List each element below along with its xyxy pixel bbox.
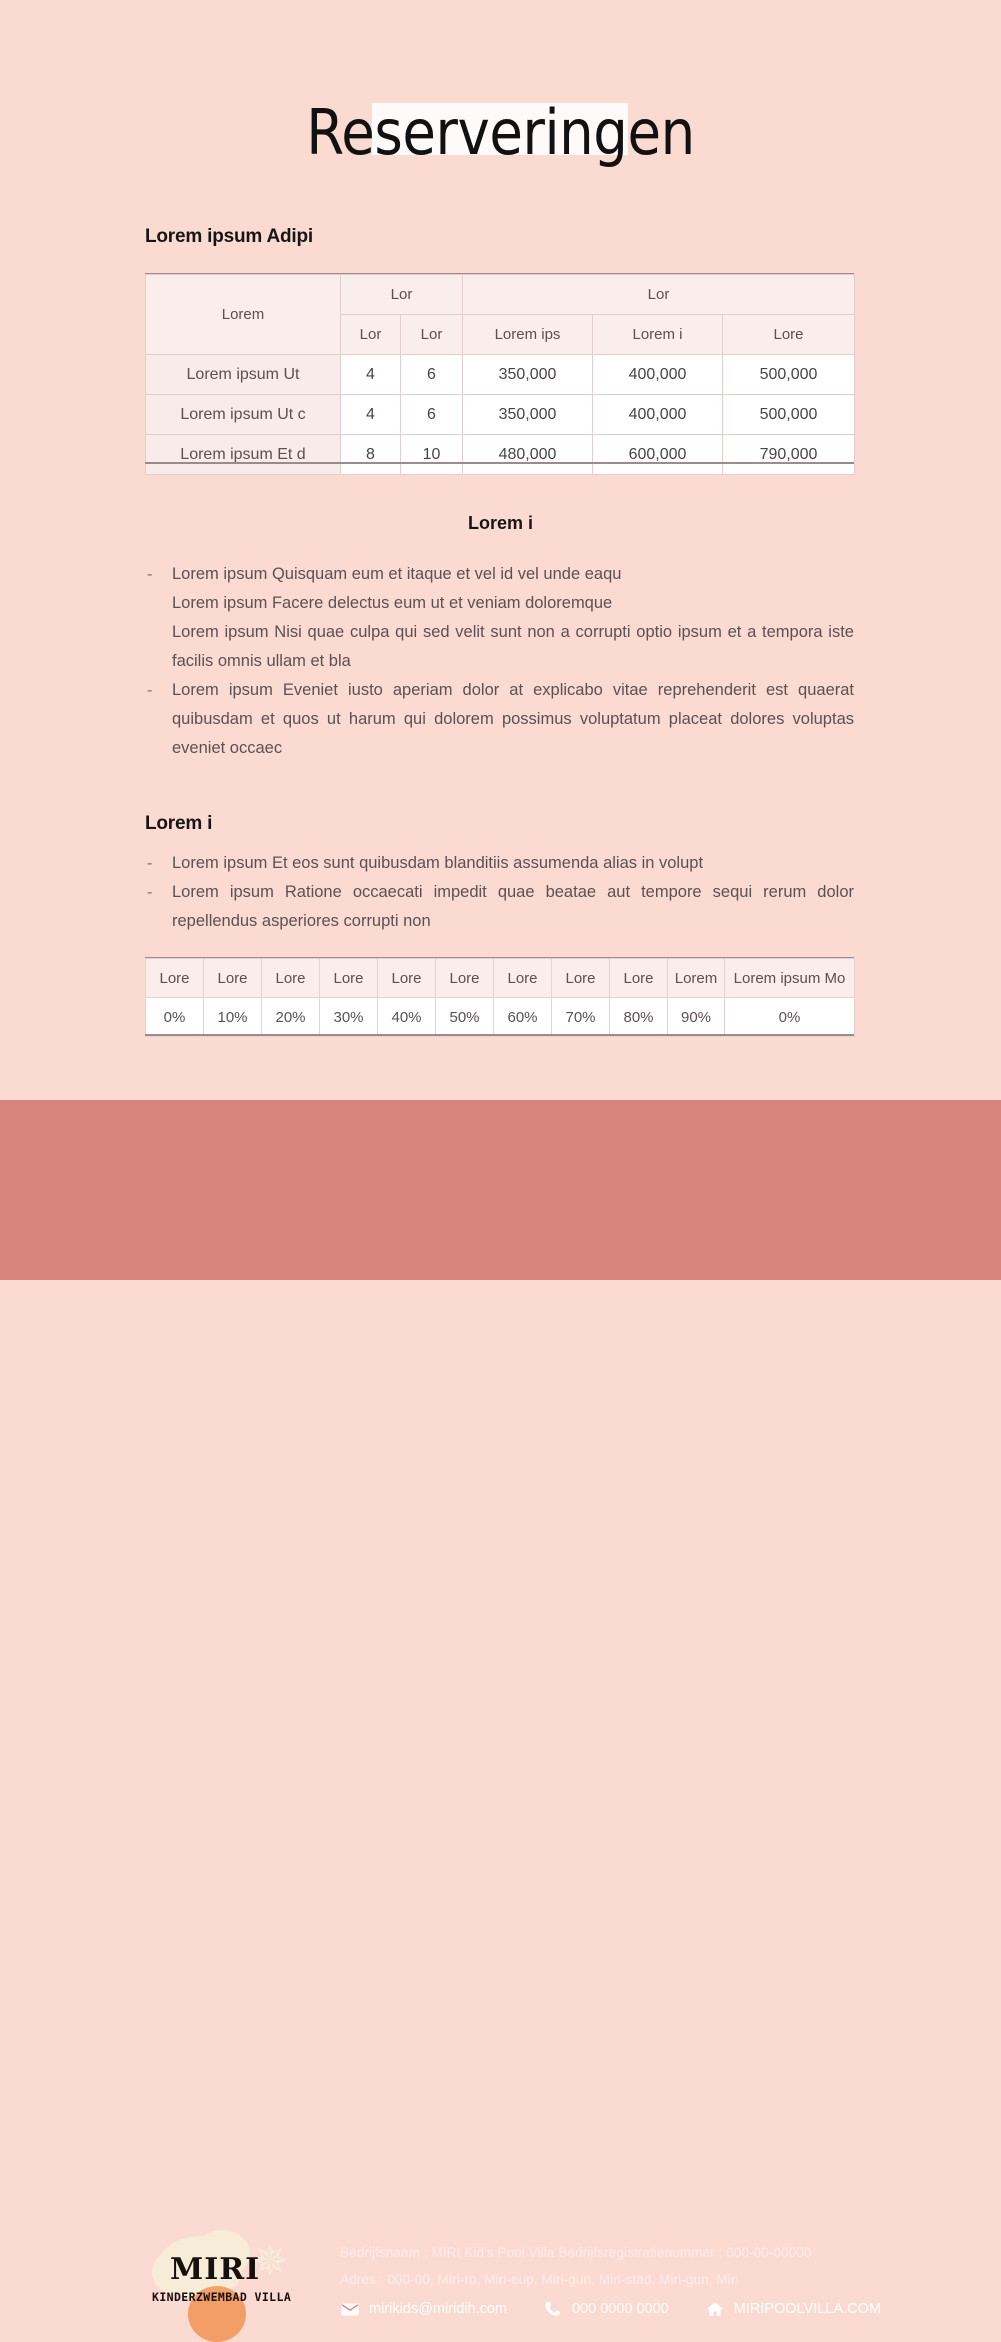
table-cell: 400,000 [593, 355, 723, 395]
table-cell: 4 [341, 355, 401, 395]
phone-icon [543, 2300, 563, 2318]
table-row [146, 435, 855, 475]
bullet-marker: - [147, 566, 153, 583]
envelope-icon [340, 2300, 360, 2318]
table-cell: 350,000 [463, 355, 593, 395]
sparkle-star-icon: ✵ [251, 2237, 289, 2286]
logo-tagline: KINDERZWEMBAD VILLA [152, 2290, 292, 2304]
table-cell: 350,000 [463, 395, 593, 435]
pct-col-header: Lorem ipsum Mo [725, 959, 855, 998]
col-header-3: Lorem i [593, 315, 723, 355]
footer [0, 1100, 1001, 2317]
footer-company-line: Bedrijfsnaam : MIRI Kid's Pool Villa Bedrijfsregistratienummer : 000-00-00000 [340, 2245, 812, 2260]
footer-email[interactable] [340, 2300, 507, 2318]
table-cell: 6 [401, 355, 463, 395]
footer-website-text: MIRIPOOLVILLA.COM [733, 2301, 881, 2317]
footer-website[interactable] [705, 2300, 881, 2318]
pct-col-header: Lore [610, 959, 668, 998]
row-label: Lorem ipsum Ut [146, 355, 341, 395]
logo-name: MIRI [170, 2252, 261, 2287]
table-cell: 600,000 [593, 435, 723, 475]
pct-value: 40% [378, 998, 436, 1037]
col-header-4: Lore [723, 315, 855, 355]
pct-col-header: Lore [552, 959, 610, 998]
table-cell: 6 [401, 395, 463, 435]
pct-value: 20% [262, 998, 320, 1037]
list-item [145, 878, 854, 936]
col-group-header-2: Lor [463, 275, 855, 315]
bullet-list-2 [145, 849, 854, 936]
bullet-marker: - [147, 855, 153, 872]
footer-contacts [340, 2300, 917, 2318]
table-cell: 4 [341, 395, 401, 435]
table-cell: 500,000 [723, 355, 855, 395]
page-title-container [0, 88, 1001, 178]
pct-value: 90% [668, 998, 725, 1037]
brand-logo [150, 2228, 310, 2338]
section-heading-1: Lorem ipsum Adipi [145, 226, 313, 247]
section-heading-2: Lorem i [467, 513, 533, 533]
list-item-line: Lorem ipsum Ratione occaecati impedit quae beatae aut tempore sequi rerum dolor repellendus asperiores corrupti non [172, 883, 854, 930]
section-heading-3: Lorem i [145, 813, 213, 834]
table-cell: 8 [341, 435, 401, 475]
table-cell: 400,000 [593, 395, 723, 435]
footer-phone-text: 000 0000 0000 [571, 2301, 669, 2317]
list-item [145, 676, 854, 763]
col-group-header-1: Lor [341, 275, 463, 315]
bullet-marker: - [147, 884, 153, 901]
list-item [145, 849, 854, 878]
row-label: Lorem ipsum Ut c [146, 395, 341, 435]
col-header-1: Lor [401, 315, 463, 355]
pct-value: 70% [552, 998, 610, 1037]
home-icon [705, 2300, 725, 2318]
pct-value: 30% [320, 998, 378, 1037]
pct-col-header: Lore [494, 959, 552, 998]
footer-phone[interactable] [543, 2300, 669, 2318]
pct-col-header: Lore [320, 959, 378, 998]
document-page [0, 0, 1001, 1100]
row-label: Lorem ipsum Et d [146, 435, 341, 475]
list-item-line: Lorem ipsum Quisquam eum et itaque et vel id vel unde eaqu [172, 565, 622, 583]
pct-col-header: Lore [146, 959, 204, 998]
list-item-line: Lorem ipsum Nisi quae culpa qui sed velit sunt non a corrupti optio ipsum et a tempora iste facilis omnis ullam et bla [172, 623, 854, 670]
table-cell: 500,000 [723, 395, 855, 435]
list-item-line: Lorem ipsum Et eos sunt quibusdam blanditiis assumenda alias in volupt [172, 854, 704, 872]
percent-value-row [146, 998, 855, 1037]
footer-email-text: mirikids@miridih.com [369, 2301, 507, 2317]
percent-header-row [146, 959, 855, 998]
table-cell: 480,000 [463, 435, 593, 475]
table-cell: 10 [401, 435, 463, 475]
bullet-marker: - [147, 682, 153, 699]
main-table [145, 274, 855, 475]
pct-value: 80% [610, 998, 668, 1037]
main-table-bottom-rule [145, 462, 854, 464]
list-item [145, 560, 854, 676]
pct-value: 0% [725, 998, 855, 1037]
pct-value: 60% [494, 998, 552, 1037]
pct-col-header: Lore [436, 959, 494, 998]
percent-table [145, 958, 855, 1037]
pct-col-header: Lore [262, 959, 320, 998]
col-header-stub: Lorem [146, 275, 341, 355]
pct-col-header: Lorem [668, 959, 725, 998]
pct-table-bottom-rule [145, 1034, 854, 1036]
footer-address-line: Adres : 000-00, Miri-ro, Miri-eup, Miri-gun, Miri-stad, Miri-gun, Miri [340, 2272, 739, 2287]
table-cell: 790,000 [723, 435, 855, 475]
col-header-0: Lor [341, 315, 401, 355]
pct-col-header: Lore [378, 959, 436, 998]
table-group-header-row [146, 275, 855, 315]
pct-value: 0% [146, 998, 204, 1037]
table-row [146, 355, 855, 395]
pct-value: 10% [204, 998, 262, 1037]
pct-value: 50% [436, 998, 494, 1037]
list-item-line: Lorem ipsum Facere delectus eum ut et veniam doloremque [172, 594, 613, 612]
list-item-line: Lorem ipsum Eveniet iusto aperiam dolor at explicabo vitae reprehenderit est quaerat quibusdam et quos ut harum qui dolorem possimus voluptatum placeat dolores voluptas eveniet occaec [172, 681, 854, 757]
col-header-2: Lorem ips [463, 315, 593, 355]
page-title: Reserveringen [306, 96, 695, 169]
pct-col-header: Lore [204, 959, 262, 998]
bullet-list-1 [145, 560, 854, 763]
table-row [146, 395, 855, 435]
